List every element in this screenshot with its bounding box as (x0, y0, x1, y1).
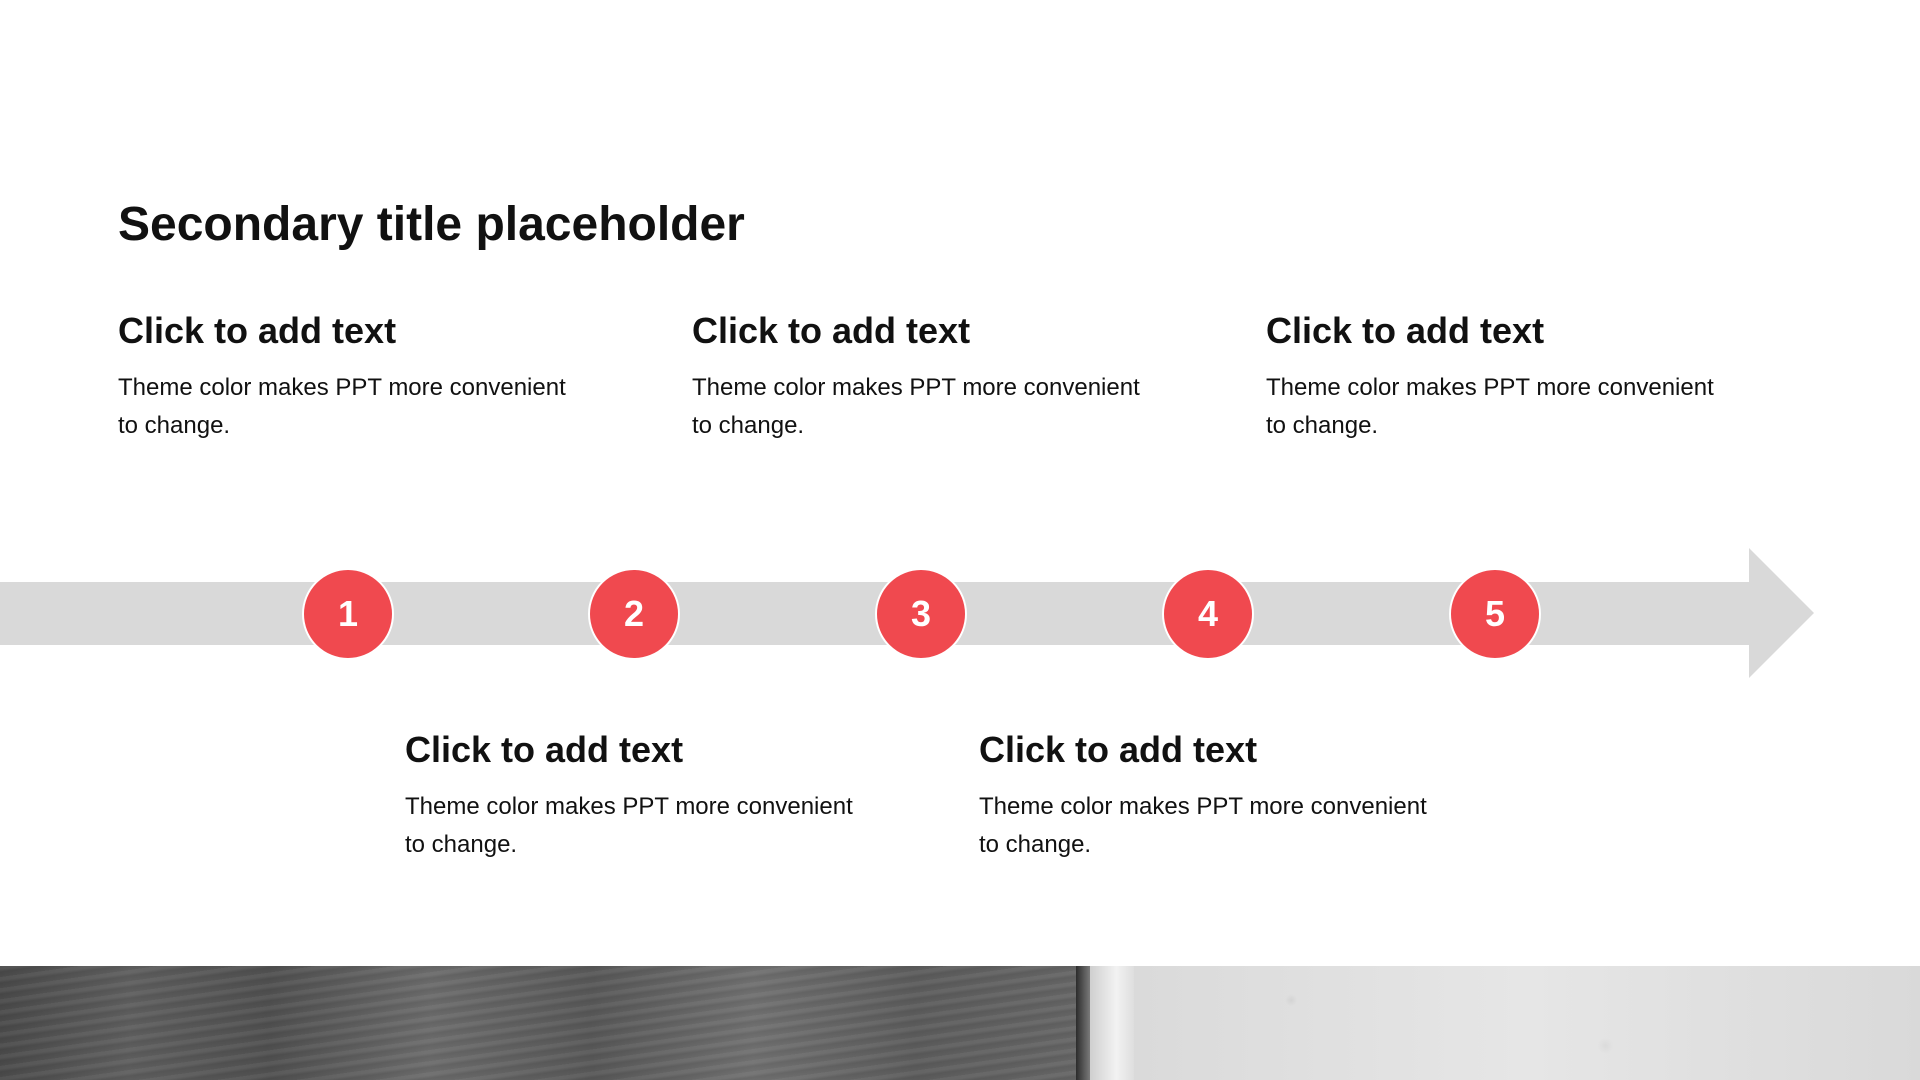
step-5-heading[interactable]: Click to add text (1266, 310, 1545, 351)
step-3-number: 3 (910, 593, 932, 634)
step-2-number: 2 (623, 593, 645, 634)
step-1-marker (302, 568, 394, 660)
step-4-body[interactable]: Theme color makes PPT more convenient to change. (979, 793, 1427, 858)
wall-texture (1134, 966, 1920, 1080)
wood-texture (0, 966, 1076, 1080)
step-1-number: 1 (337, 593, 359, 634)
step-2-body[interactable]: Theme color makes PPT more convenient to change. (405, 793, 853, 858)
step-3-body[interactable]: Theme color makes PPT more convenient to change. (692, 374, 1140, 439)
paper-edge (1090, 966, 1134, 1080)
step-3-marker (875, 568, 967, 660)
step-4-text-block[interactable] (979, 728, 1449, 864)
step-2-text-block[interactable] (405, 728, 875, 864)
step-2-marker (588, 568, 680, 660)
photo-shadow-edge (1076, 966, 1090, 1080)
slide-title[interactable]: Secondary title placeholder (118, 198, 745, 251)
step-3-text-block[interactable] (692, 309, 1162, 445)
step-5-marker (1449, 568, 1541, 660)
step-4-number: 4 (1197, 593, 1219, 634)
step-4-heading[interactable]: Click to add text (979, 729, 1258, 770)
step-4-marker (1162, 568, 1254, 660)
step-5-body[interactable]: Theme color makes PPT more convenient to change. (1266, 374, 1714, 439)
step-1-body[interactable]: Theme color makes PPT more convenient to change. (118, 374, 566, 439)
step-1-text-block[interactable] (118, 309, 588, 445)
step-1-heading[interactable]: Click to add text (118, 310, 397, 351)
step-3-heading[interactable]: Click to add text (692, 310, 971, 351)
background-photo-strip (0, 966, 1920, 1080)
step-5-text-block[interactable] (1266, 309, 1736, 445)
step-5-number: 5 (1484, 593, 1506, 634)
step-2-heading[interactable]: Click to add text (405, 729, 684, 770)
